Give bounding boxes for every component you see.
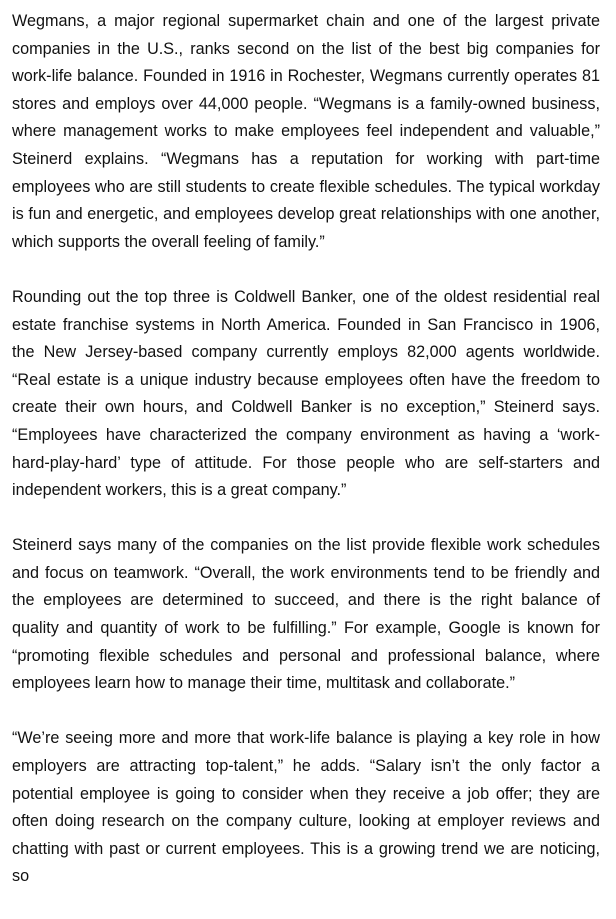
article-body [12,8,600,919]
paragraph-coldwell-banker: Rounding out the top three is Coldwell Banker, one of the oldest residential real estate franchise systems in North America. Founded in San Francisco in 1906, the New Jersey-based company currently employs 82,000 agents worldwide. “Real estate is a unique industry because employees often have the freedom to create their own hours, and Coldwell Banker is no exception,” Steinerd says. “Employees have characterized the company environment as having a ‘work-hard-play-hard’ type of attitude. For those people who are self-starters and independent workers, this is a great company.” [12,287,600,500]
paragraph-flexible-schedules: Steinerd says many of the companies on the list provide flexible work schedules and focus on teamwork. “Overall, the work environments tend to be friendly and the employees are determined to succeed, and there is the right balance of quality and quantity of work to be fulfilling.” For example, Google is known for “promoting flexible schedules and personal and professional balance, where employees learn how to manage their time, multitask and collaborate.” [12,536,600,693]
paragraph-top-talent: “We’re seeing more and more that work-life balance is playing a key role in how employers are attracting top-talent,” he adds. “Salary isn’t the only factor a potential employee is going to consider when they receive a job offer; they are often doing research on the company culture, looking at employer reviews and chatting with past or current employees. This is a growing trend we are noticing, so [12,729,600,886]
paragraph-wegmans: Wegmans, a major regional supermarket chain and one of the largest private companies in the U.S., ranks second on the list of the best big companies for work-life balance. Founded in 1916 in Rochester, Wegmans currently operates 81 stores and employs over 44,000 people. “Wegmans is a family-owned business, where management works to make employees feel independent and valuable,” Steinerd explains. “Wegmans has a reputation for working with part-time employees who are still students to create flexible schedules. The typical workday is fun and energetic, and employees develop great relationships with one another, which supports the overall feeling of family.” [12,12,600,251]
